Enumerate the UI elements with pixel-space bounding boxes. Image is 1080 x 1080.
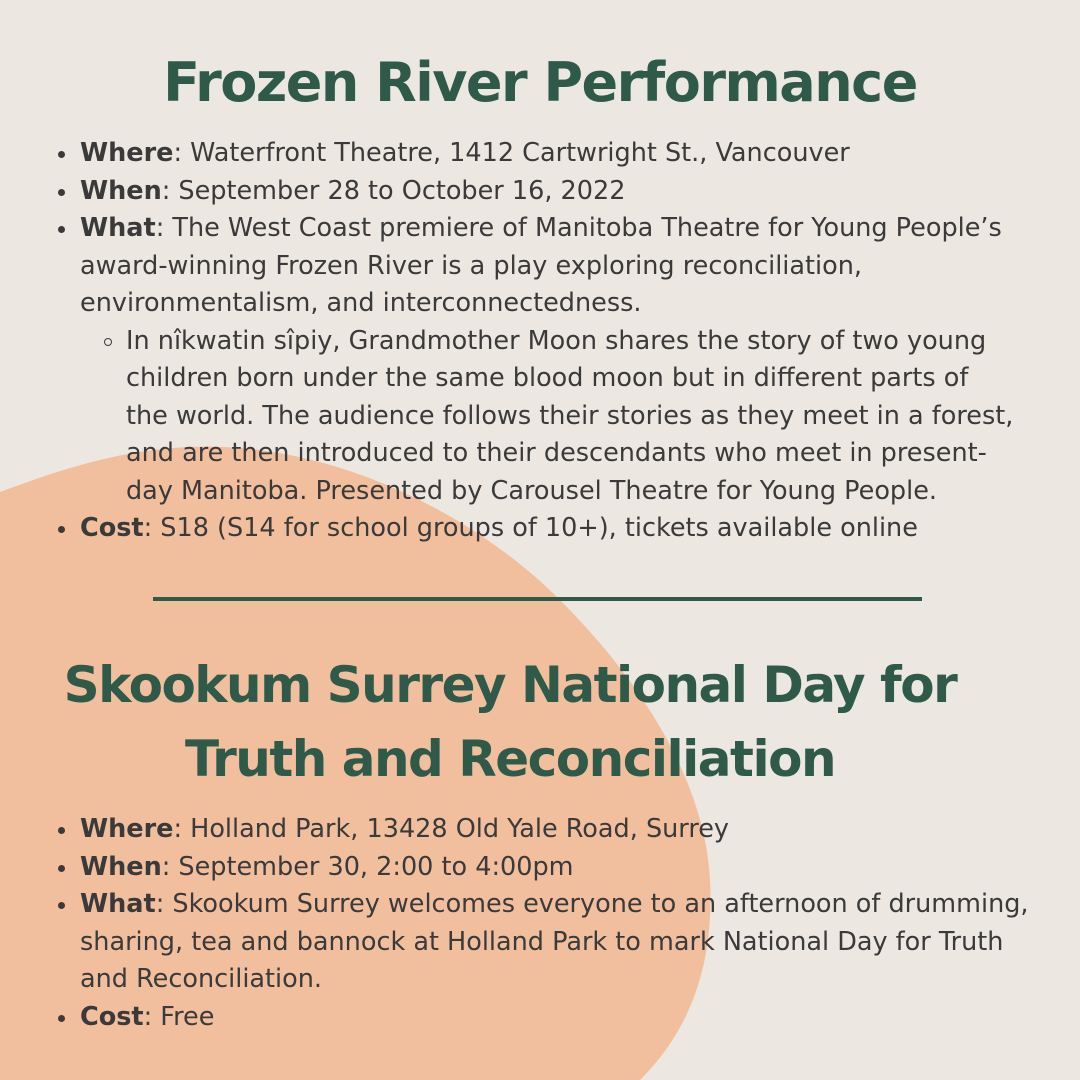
what-label: What <box>80 213 156 243</box>
event1-what-synopsis: In nîkwatin sîpiy, Grandmother Moon shares the story of two young children born under the same blood moon but in different parts of the world. The audience follows their stories as they meet in a forest, and are then introduced to their descendants who meet in present-day Manitoba. Presented by Carousel Theatre for Young People. <box>126 323 1015 511</box>
when-value: : September 30, 2:00 to 4:00pm <box>161 851 574 882</box>
cost-value: : Free <box>143 1001 215 1032</box>
what-value: : The West Coast premiere of Manitoba Theatre for Young People’s award-winning Frozen River is a play exploring reconciliation, environmentalism, and interconnectedness. <box>80 213 1002 318</box>
when-label: When <box>80 851 162 882</box>
where-value: : Holland Park, 13428 Old Yale Road, Surrey <box>173 814 730 844</box>
event2-details <box>80 811 1040 1036</box>
cost-value: : S18 (S14 for school groups of 10+), tickets available online <box>143 513 918 543</box>
when-value: : September 28 to October 16, 2022 <box>161 175 626 206</box>
event2-where <box>80 811 1040 849</box>
when-label: When <box>80 175 162 206</box>
event2-title: Skookum Surrey National Day for Truth and Reconciliation <box>63 656 957 788</box>
what-label: What <box>80 889 156 919</box>
event2-what <box>80 886 1040 999</box>
where-label: Where <box>80 138 174 168</box>
event1-what <box>80 210 1015 510</box>
what-value: : Skookum Surrey welcomes everyone to an afternoon of drumming, sharing, tea and bannock at Holland Park to mark National Day for Truth and Reconciliation. <box>80 889 1029 994</box>
event2-when <box>80 849 1040 887</box>
cost-label: Cost <box>80 1001 144 1032</box>
cost-label: Cost <box>80 513 144 543</box>
where-value: : Waterfront Theatre, 1412 Cartwright St., Vancouver <box>173 138 850 168</box>
event1-what-sublist <box>80 323 1015 511</box>
event1-where <box>80 135 1015 173</box>
event1-details <box>80 135 1015 548</box>
where-label: Where <box>80 814 174 844</box>
event1-cost <box>80 510 1015 548</box>
event2-cost <box>80 999 1040 1037</box>
section-divider <box>153 597 922 601</box>
event1-when <box>80 173 1015 211</box>
event1-title: Frozen River Performance <box>163 51 917 114</box>
